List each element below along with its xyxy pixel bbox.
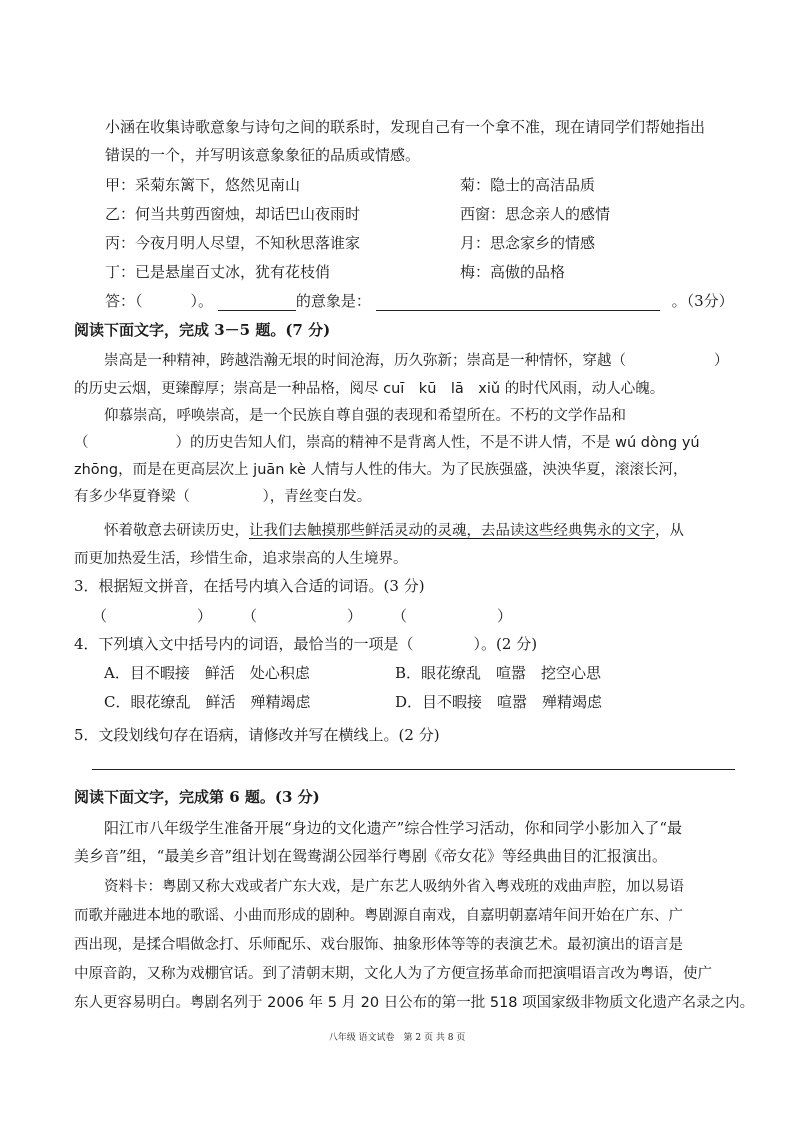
q3-blanks[interactable]: （ ） （ ） （ ） — [92, 607, 513, 625]
image-row-4: 梅：高傲的品格 — [460, 263, 566, 281]
answer-blank-quality[interactable] — [376, 294, 660, 311]
passage1-line1-close: ） — [714, 353, 729, 369]
passage2-line4: 有多少华夏脊梁（ ），青丝变白发。 — [74, 489, 372, 505]
passage2-line3: zhōng，而是在更高层次上 juān kè 人情与人性的伟大。为了民族强盛，泱泱华夏，滚滚长河， — [74, 462, 688, 478]
page-footer: 八年级 语文试卷 第 2 页 共 8 页 — [328, 1033, 466, 1043]
answer-blank-image[interactable] — [218, 294, 296, 311]
q4-option-c[interactable]: C．眼花缭乱 鲜活 殚精竭虑 — [104, 693, 311, 711]
info-card-line4: 中原音韵，又称为戏棚官话。到了清朝末期，文化人为了方便宣扬革命而把演唱语言改为粤语，使广 — [74, 966, 712, 982]
poem-row-4: 丁：已是悬崖百丈冰，犹有花枝俏 — [105, 263, 331, 281]
info-card-line2: 而歌并融进本地的歌谣、小曲而形成的剧种。粤剧源自南戏，自嘉明朝嘉靖年间开始在广东、广 — [74, 908, 683, 924]
poem-row-2: 乙：何当共剪西窗烛，却话巴山夜雨时 — [105, 205, 361, 223]
activity-line1: 阳江市八年级学生准备开展“身边的文化遗产”综合性学习活动，你和同学小影加入了“最 — [104, 819, 683, 837]
underlined-sentence: 让我们去触摸那些鲜活灵动的灵魂，去品读这些经典隽永的文字 — [249, 523, 655, 539]
info-card-line3: 西出现，是揉合唱做念打、乐师配乐、戏台服饰、抽象形体等等的表演艺术。最初演出的语言是 — [74, 937, 683, 953]
info-card-line5: 东人更容易明白。粤剧名列于 2006 年 5 月 20 日公布的第一批 518 项国家级非物质文化遗产名录之内。 — [74, 995, 755, 1011]
answer-end: 。（3分） — [671, 292, 734, 310]
q4-option-d[interactable]: D．目不暇接 喧嚣 殚精竭虑 — [395, 693, 603, 711]
q2-intro-line1: 小涵在收集诗歌意象与诗句之间的联系时，发现自己有一个拿不准，现在请同学们帮她指出 — [105, 118, 706, 136]
image-row-3: 月：思念家乡的情感 — [460, 234, 596, 252]
passage3-line1 — [104, 521, 684, 541]
q2-answer-line — [105, 291, 734, 311]
q4-option-b[interactable]: B．眼花缭乱 喧嚣 挖空心思 — [395, 664, 602, 682]
passage2-line1: 仰慕崇高，呼唤崇高，是一个民族自尊自强的表现和希望所在。不朽的文学作品和 — [104, 408, 626, 424]
poem-row-1: 甲：采菊东篱下，悠然见南山 — [105, 176, 301, 194]
passage3-line2: 而更加热爱生活，珍惜生命，追求崇高的人生境界。 — [74, 551, 408, 567]
activity-line2: 美乡音”组，“最美乡音”组计划在鸳鸯湖公园举行粤剧《帝女花》等经典曲目的汇报演出。 — [74, 847, 668, 865]
q3-text: 3．根据短文拼音，在括号内填入合适的词语。(3 分) — [74, 577, 425, 595]
passage3-post: ，从 — [655, 523, 684, 539]
section1-heading: 阅读下面文字，完成 3－5 题。(7 分) — [74, 321, 331, 339]
section2-heading: 阅读下面文字，完成第 6 题。(3 分) — [74, 788, 320, 806]
answer-mid: ）。 — [190, 292, 214, 310]
image-row-1: 菊：隐士的高洁品质 — [460, 176, 596, 194]
answer-label: 的意象是： — [295, 292, 371, 310]
q4-text: 4．下列填入文中括号内的词语，最恰当的一项是（ ）。(2 分) — [74, 635, 538, 653]
q5-text: 5．文段划线句存在语病，请修改并写在横线上。(2 分) — [74, 726, 440, 744]
image-row-2: 西窗：思念亲人的感情 — [460, 205, 611, 223]
poem-row-3: 丙：今夜月明人尽望，不知秋思落谁家 — [105, 234, 361, 252]
q4-option-a[interactable]: A．目不暇接 鲜活 处心积虑 — [104, 664, 310, 682]
passage2-line2: （ ）的历史告知人们，崇高的精神不是背离人性，不是不讲人情，不是 wú dòng yú — [74, 435, 700, 451]
passage1-line1: 崇高是一种精神，跨越浩瀚无垠的时间沧海，历久弥新；崇高是一种情怀，穿越（ — [104, 353, 626, 369]
answer-prefix: 答：（ — [105, 292, 143, 310]
passage3-pre: 怀着敬意去研读历史， — [104, 523, 249, 539]
q2-intro-line2: 错误的一个，并写明该意象象征的品质或情感。 — [105, 146, 421, 164]
info-card-line1: 资料卡：粤剧又称大戏或者广东大戏，是广东艺人吸纳外省入粤戏班的戏曲声腔，加以易语 — [104, 879, 684, 895]
q5-answer-line[interactable] — [92, 769, 735, 770]
passage1-line2: 的历史云烟，更臻醇厚；崇高是一种品格，阅尽 cuī kū lā xiǔ 的时代风雨，动人心魄。 — [74, 381, 665, 397]
